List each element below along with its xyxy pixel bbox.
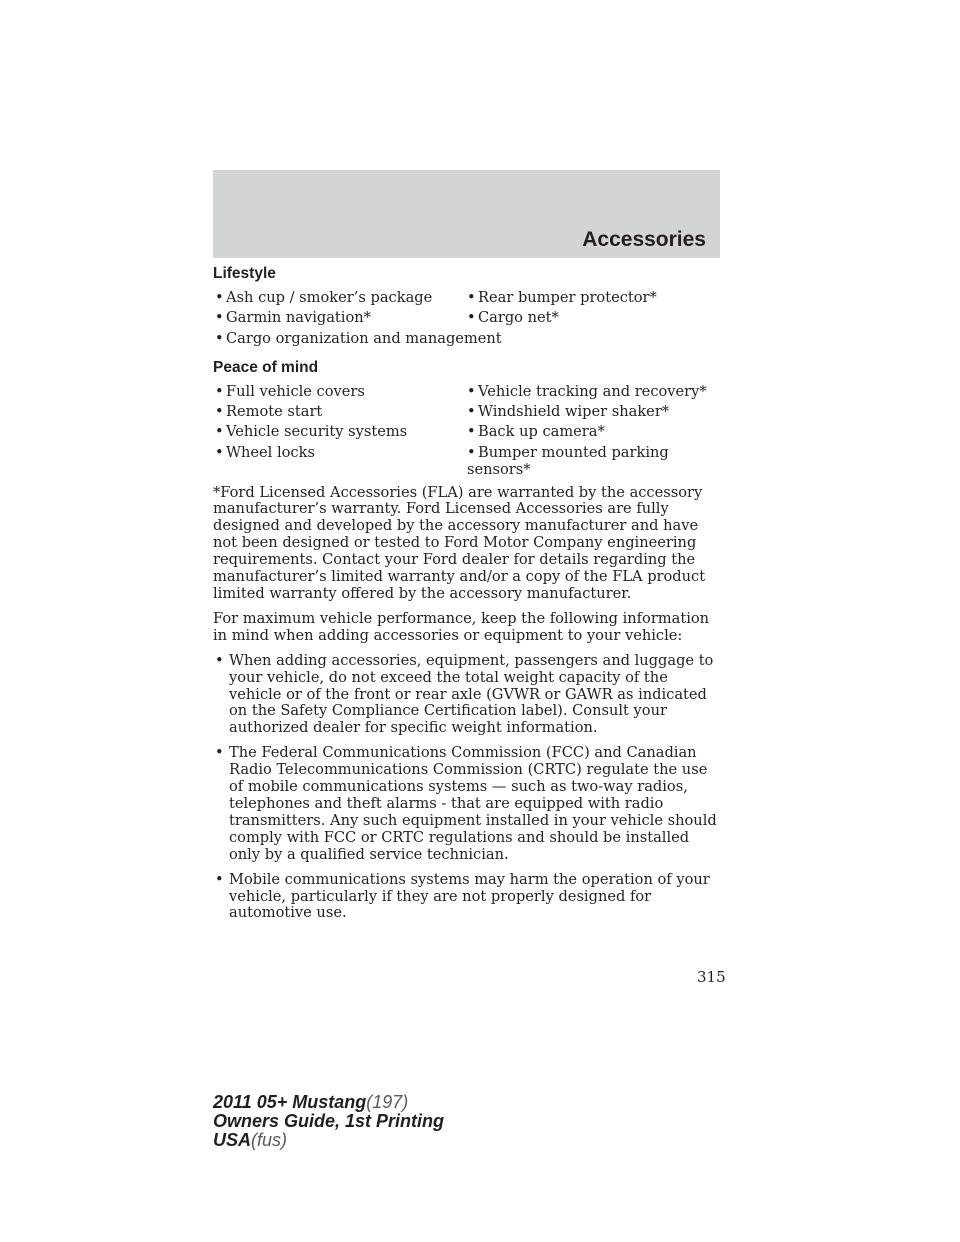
section-header-band bbox=[213, 170, 720, 258]
list-item: • Remote start bbox=[215, 402, 323, 420]
page-number: 315 bbox=[697, 968, 726, 986]
peace-of-mind-heading: Peace of mind bbox=[213, 358, 319, 376]
print-footer: 2011 05+ Mustang(197) Owners Guide, 1st Printing USA(fus) bbox=[213, 1092, 445, 1150]
list-item: • Cargo net* bbox=[467, 309, 559, 327]
intro-paragraph: For maximum vehicle performance, keep the following information in mind when adding accessories or equipment to your vehicle: bbox=[213, 609, 710, 644]
list-item: • Vehicle security systems bbox=[215, 423, 408, 441]
page-content bbox=[213, 266, 723, 930]
section-title: Accessories bbox=[582, 228, 706, 251]
peace-of-mind-list bbox=[215, 384, 723, 479]
list-item: • Mobile communications systems may harm the operation of your vehicle, particularly if they are not properly designed for automotive use. bbox=[215, 870, 710, 922]
list-item: • Back up camera* bbox=[467, 423, 605, 441]
list-item: • Rear bumper protector* bbox=[467, 288, 657, 306]
list-item: • Cargo organization and management bbox=[215, 329, 502, 347]
list-item: • Bumper mounted parking sensors* bbox=[467, 443, 669, 478]
fla-warranty-note: *Ford Licensed Accessories (FLA) are warranted by the accessory manufacturer’s warranty. Ford Licensed Accessories are fully designed and developed by the accessory manufacturer and have not been designed or tested to Ford Motor Company engineering requirements. Contact your Ford dealer for details regarding the manufacturer’s limited warranty and/or a copy of the FLA product limited warranty offered by the accessory manufacturer. bbox=[213, 483, 706, 602]
list-item: • Ash cup / smoker’s package bbox=[215, 288, 433, 306]
lifestyle-list bbox=[215, 290, 723, 348]
list-item: • The Federal Communications Commission (FCC) and Canadian Radio Telecommunications Commission (CRTC) regulate the use of mobile communications systems — such as two-way radios, telephones and theft alarms - that are equipped with radio transmitters. Any such equipment installed in your vehicle should comply with FCC or CRTC regulations and should be installed only by a qualified service technician. bbox=[215, 744, 717, 863]
list-item: • Wheel locks bbox=[215, 443, 315, 461]
lifestyle-heading: Lifestyle bbox=[213, 265, 276, 282]
list-item: • Garmin navigation* bbox=[215, 309, 371, 327]
list-item: • Full vehicle covers bbox=[215, 382, 365, 400]
list-item: • Windshield wiper shaker* bbox=[467, 402, 670, 420]
list-item: • Vehicle tracking and recovery* bbox=[467, 382, 707, 400]
list-item: • When adding accessories, equipment, passengers and luggage to your vehicle, do not exceed the total weight capacity of the vehicle or of the front or rear axle (GVWR or GAWR as indicated on the Safety Compliance Certification label). Consult your authorized dealer for specific weight information. bbox=[215, 651, 714, 737]
